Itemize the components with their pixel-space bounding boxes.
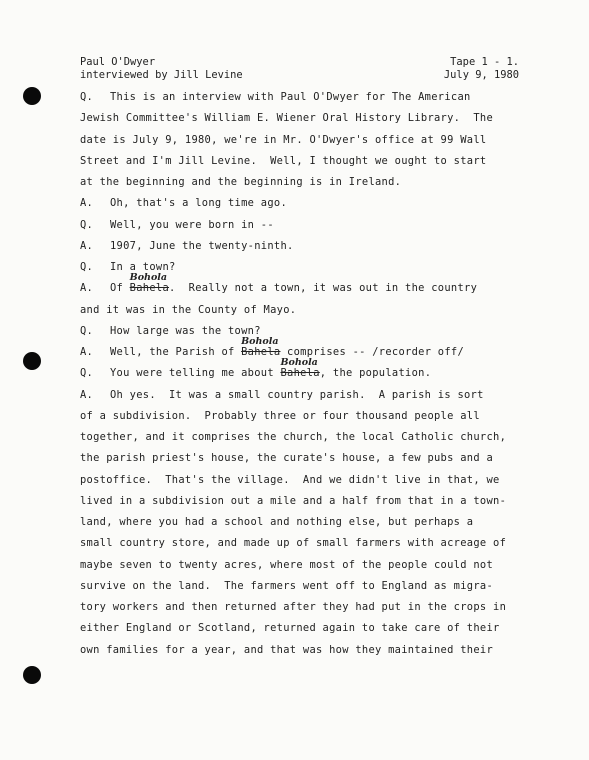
speaker-label: A. [80,197,94,210]
transcript-line: Q. How large was the town? [80,321,520,342]
transcript-line: land, where you had a school and nothing else, but perhaps a [80,516,474,528]
transcript-line: Street and I'm Jill Levine. Well, I thought we ought to start [80,154,487,167]
handwritten-correction [280,357,320,384]
recorder-note: /recorder off/ [372,346,465,358]
handwritten-correction [129,272,170,299]
binder-hole [23,352,41,370]
binder-hole [23,666,41,684]
transcript-line: A. Of Bohola Bahela. Really not a town, it was out in the country [80,278,520,299]
handwritten-correction [241,336,281,363]
speaker-label: Q. [80,324,94,337]
speaker-label: A. [80,282,94,295]
struck-word: Bahela [280,367,320,380]
transcript-line: tory workers and then returned after they had put in the crops in [80,601,507,613]
transcript-line: A. 1907, June the twenty-ninth. [80,236,520,257]
transcript-line: Jewish Committee's William E. Wiener Oral History Library. The [80,112,494,125]
header-right [444,56,519,82]
interviewee-name: Paul O'Dwyer [80,56,156,68]
transcript-line: of a subdivision. Probably three or four thousand people all [80,409,480,422]
handwritten-word: Bohola [280,357,318,369]
transcript-line: lived in a subdivision out a mile and a half from that in a town- [80,494,507,507]
transcript-line: either England or Scotland, returned again to take care of their [80,622,500,635]
speaker-label: Q. [80,218,94,231]
transcript-line: and it was in the County of Mayo. [80,303,297,316]
transcript-line: date is July 9, 1980, we're in Mr. O'Dwyer's office at 99 Wall [80,133,487,146]
transcript-line: Q. Well, you were born in -- [80,215,520,236]
transcript-line: maybe seven to twenty acres, where most of the people could not [80,558,494,571]
transcript-line: postoffice. That's the village. And we didn't live in that, we [80,473,500,486]
struck-word: Bahela [241,346,281,358]
transcript-line: A. Well, the Parish of Bohola Bahela comprises -- /recorder off/ [80,342,520,363]
header-left [80,56,243,82]
interviewer-line: interviewed by Jill Levine [80,69,243,81]
transcript-line: small country store, and made up of small farmers with acreage of [80,537,507,550]
speaker-label: A. [80,239,94,252]
transcript-line: together, and it comprises the church, the local Catholic church, [80,431,507,443]
speaker-label: A. [80,388,94,401]
transcript-line: own families for a year, and that was how they maintained their [80,643,494,656]
tape-number: Tape 1 - 1. [450,56,519,68]
struck-word: Bahela [129,282,170,295]
speaker-label: A. [80,346,94,358]
handwritten-word: Bohola [129,272,168,284]
transcript-body [80,87,520,661]
transcript-line: at the beginning and the beginning is in Ireland. [80,176,402,188]
transcript-line: A. Oh, that's a long time ago. [80,193,520,214]
transcript-line: the parish priest's house, the curate's house, a few pubs and a [80,452,494,465]
transcript-line: Q. You were telling me about Bohola Bahela, the population. [80,363,520,384]
binder-hole [23,87,41,105]
speaker-label: Q. [80,367,94,380]
handwritten-word: Bohola [241,336,279,347]
transcript-line: survive on the land. The farmers went off to England as migra- [80,579,494,592]
speaker-label: Q. [80,91,94,103]
speaker-label: Q. [80,261,94,273]
transcript-line: A. Oh yes. It was a small country parish. A parish is sort [80,385,520,406]
interview-date: July 9, 1980 [443,69,519,81]
transcript-line: Q. This is an interview with Paul O'Dwyer for The American [80,87,520,108]
transcript-line: Q. In a town? [80,257,520,278]
